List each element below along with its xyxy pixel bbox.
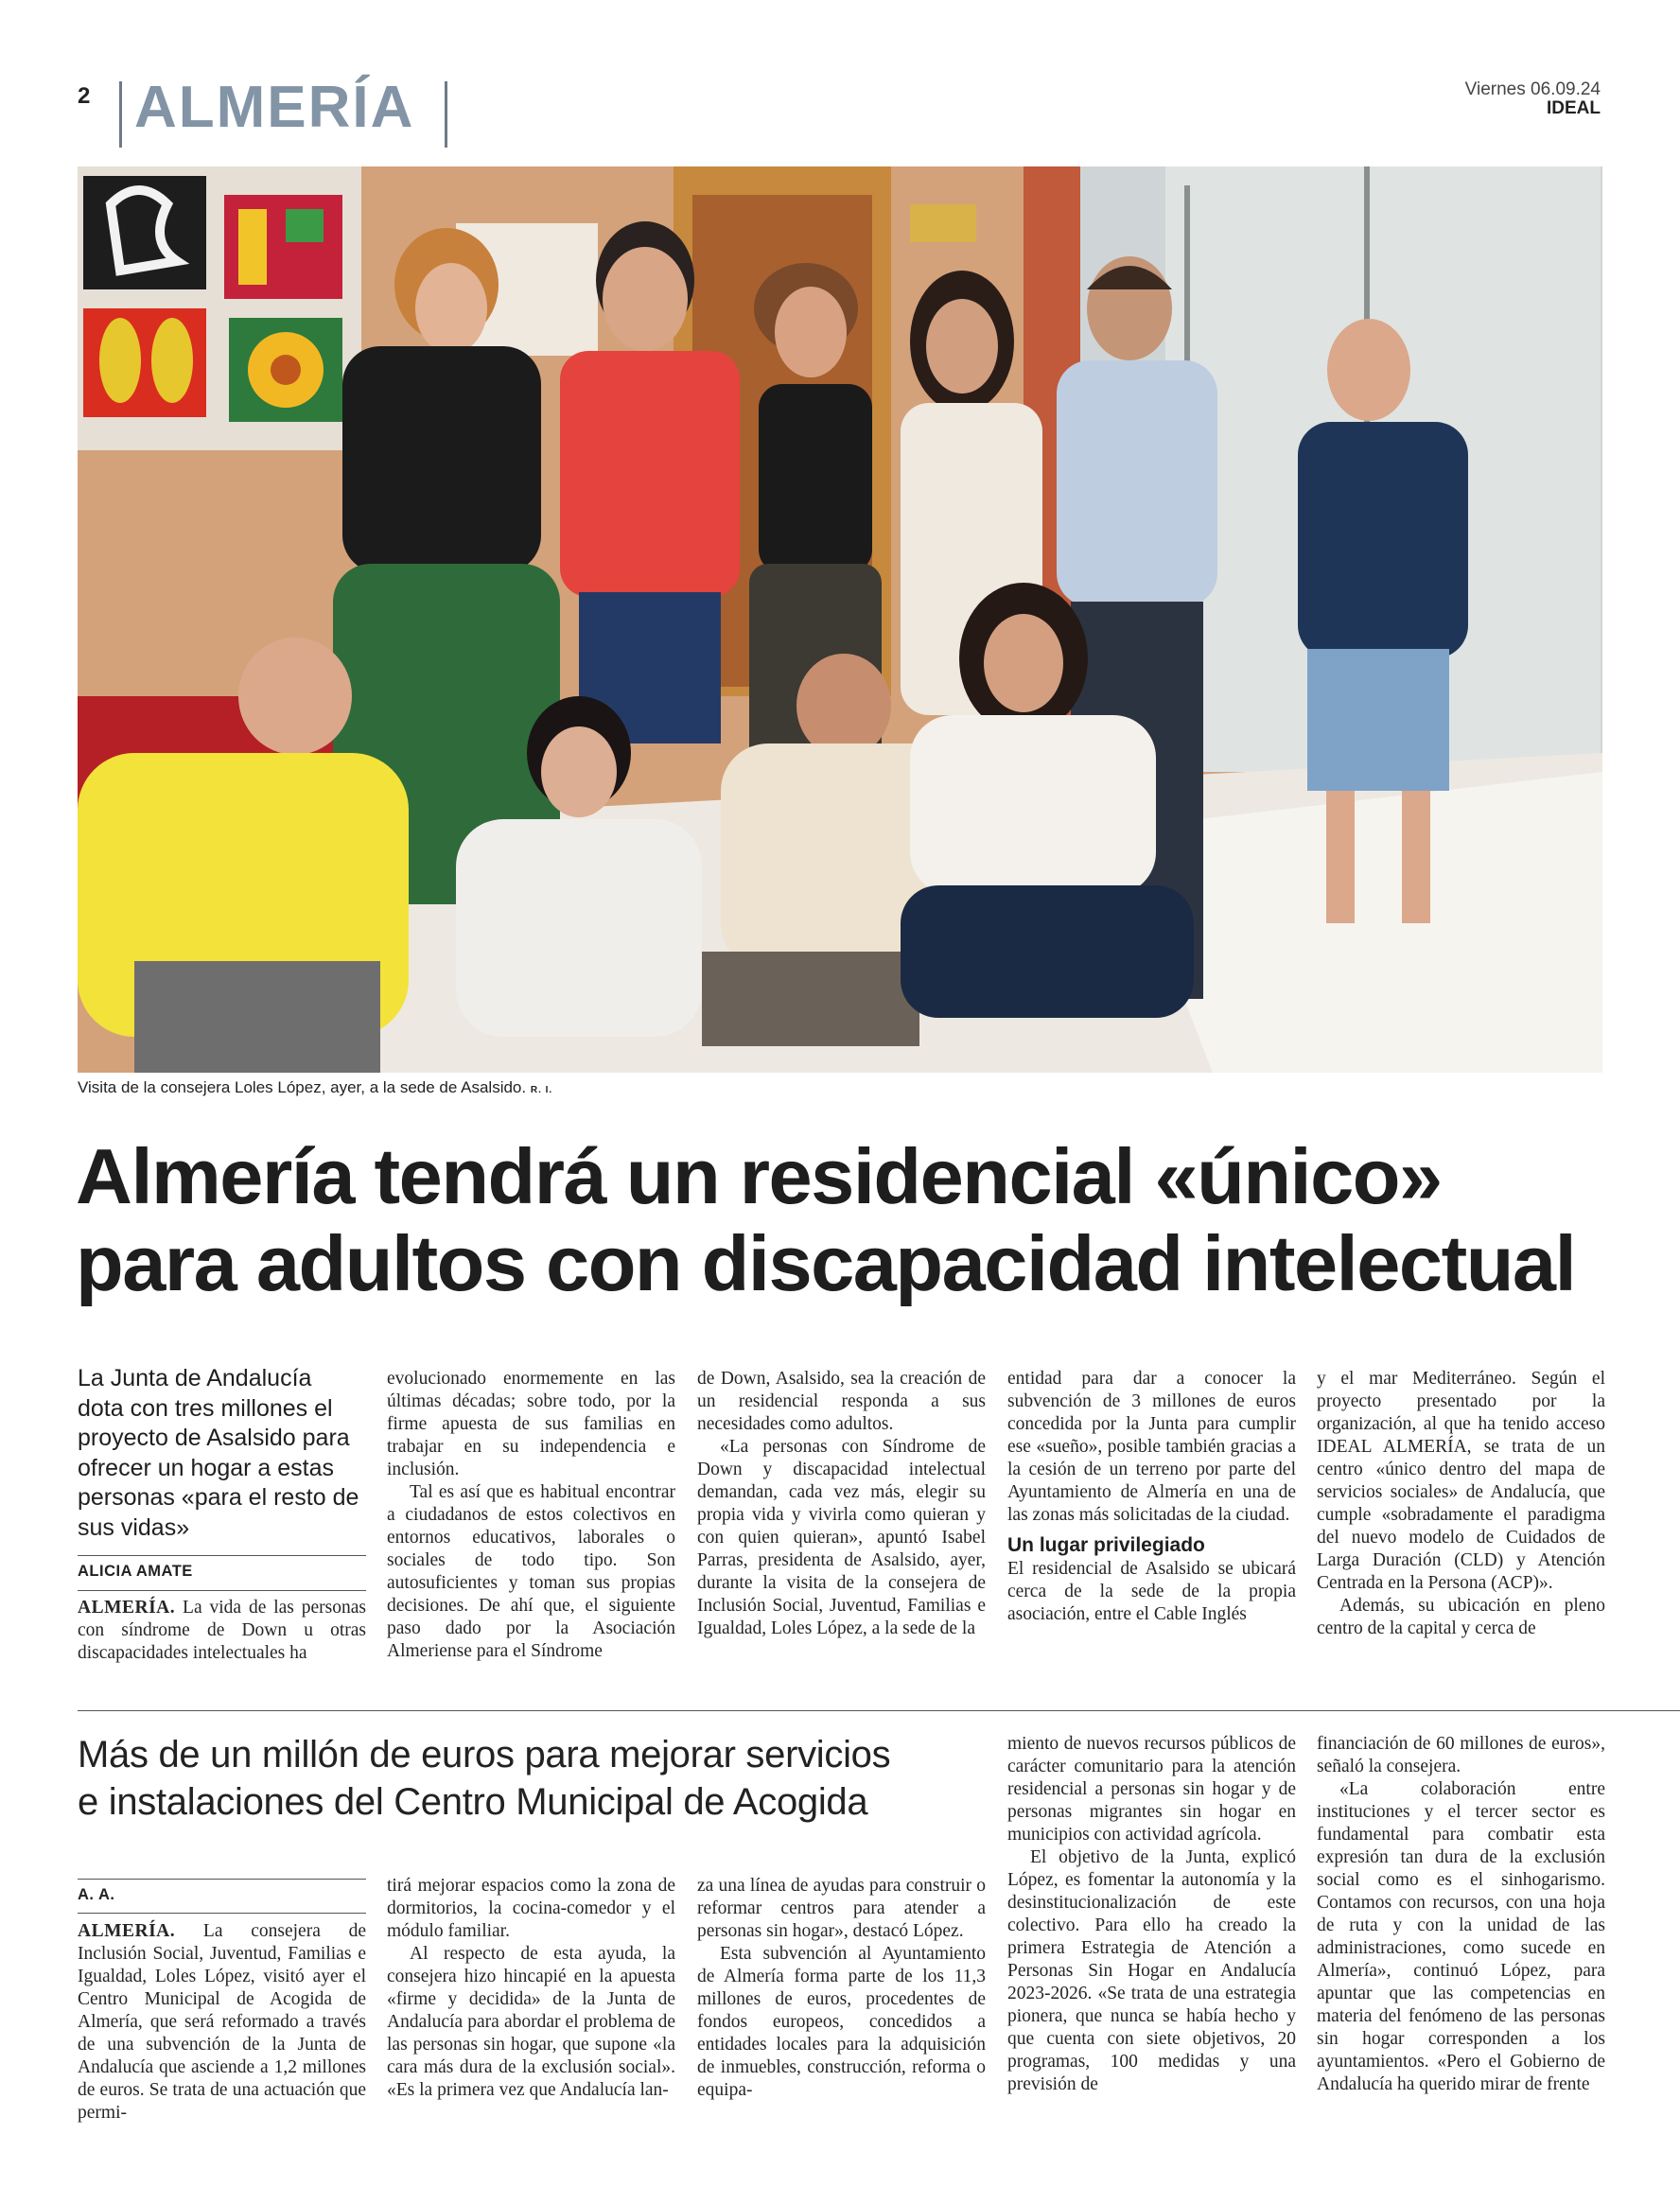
issue-date: Viernes 06.09.24	[1464, 79, 1601, 99]
article-column-1	[78, 1597, 366, 1665]
secondary-column-1	[78, 1920, 366, 2125]
section-separator	[78, 1710, 1680, 1711]
secondary-headline-line-1: Más de un millón de euros para mejorar servicios	[78, 1734, 891, 1775]
paragraph: «La colaboración entre instituciones y el tercer sector es fundamental para combatir esta expresión tan dura de la exclusión social como es el sinhogarismo. Contamos con recursos, con una hoja de ruta y con la unidad de las administraciones, como sucede en Almería», continuó López, para apuntar que las competencias en materia del fenómeno de las personas sin hogar corresponden a los ayuntamientos. «Pero el Gobierno de Andalucía ha querido mirar de frente	[1317, 1779, 1605, 2094]
paragraph: ALMERÍA. La vida de las personas con síndrome de Down u otras discapacidades intelectuales ha	[78, 1598, 367, 1663]
header-divider-left	[119, 81, 122, 148]
paragraph: financiación de 60 millones de euros», señaló la consejera.	[1317, 1734, 1605, 1776]
byline-rule	[78, 1879, 366, 1880]
photo-caption	[78, 1078, 552, 1097]
article-column-2	[387, 1368, 675, 1663]
paragraph: de Down, Asalsido, sea la creación de un residencial responda a sus necesidades como adultos.	[697, 1369, 986, 1434]
byline: ALICIA AMATE	[78, 1563, 193, 1580]
article-lead: La Junta de Andalucía dota con tres millones el proyecto de Asalsido para ofrecer un hogar a estas personas «para el resto de sus vidas»	[78, 1365, 359, 1541]
byline-rule	[78, 1555, 366, 1556]
paragraph: Además, su ubicación en pleno centro de la capital y cerca de	[1317, 1596, 1605, 1638]
paragraph: Tal es así que es habitual encontrar a ciudadanos de estos colectivos en entornos educativos, laborales o sociales de todo tipo. Son autosuficientes y toman sus propias decisiones. De ahí que, el siguiente paso dado por la Asociación Almeriense para el Síndrome	[387, 1482, 675, 1661]
caption-text: Visita de la consejera Loles López, ayer, a la sede de Asalsido.	[78, 1078, 527, 1096]
paragraph: El residencial de Asalsido se ubicará cerca de la sede de la propia asociación, entre el Cable Inglés	[1007, 1559, 1296, 1624]
paragraph: miento de nuevos recursos públicos de carácter comunitario para la atención residencial a personas sin hogar y de personas migrantes sin hogar en municipios con actividad agrícola.	[1007, 1734, 1296, 1845]
headline-line-1: Almería tendrá un residencial «único»	[76, 1132, 1442, 1220]
paragraph: Esta subvención al Ayuntamiento de Almería forma parte de los 11,3 millones de euros, procedentes de fondos europeos, concedidos a entidades locales para la adquisición de inmuebles, construcción, reforma o equipa-	[697, 1944, 986, 2100]
photo-credit: R. I.	[530, 1085, 553, 1095]
secondary-column-2	[387, 1875, 675, 2102]
secondary-column-3	[697, 1875, 986, 2102]
paragraph: entidad para dar a conocer la subvención de 3 millones de euros concedida por la Junta para cumplir ese «sueño», posible también gracias a la cesión de un terreno por parte del Ayuntamiento de Almería en una de las zonas más solicitadas de la ciudad.	[1007, 1369, 1296, 1525]
paragraph: y el mar Mediterráneo. Según el proyecto presentado por la organización, al que ha tenido acceso IDEAL ALMERÍA, se trata de un centro «único dentro del mapa de servicios sociales» de Andalucía, que cumple «sobradamente el paradigma del nuevo modelo de Cuidados de Larga Duración (CLD) y Atención Centrada en la Persona (ACP)».	[1317, 1369, 1605, 1593]
article-column-4	[1007, 1368, 1296, 1626]
header-divider-right	[445, 81, 447, 148]
secondary-byline: A. A.	[78, 1886, 115, 1903]
paragraph: Al respecto de esta ayuda, la consejera hizo hincapié en la apuesta «firme y decidida» de la Junta de Andalucía para abordar el problema de las personas sin hogar, que supone «la cara más dura de la exclusión social». «Es la primera vez que Andalucía lan-	[387, 1944, 675, 2100]
article-subhead: Un lugar privilegiado	[1007, 1534, 1205, 1556]
article-column-5	[1317, 1368, 1605, 1640]
dateline-city: ALMERÍA.	[78, 1598, 176, 1618]
main-headline	[76, 1133, 1608, 1307]
paragraph: evolucionado enormemente en las últimas décadas; sobre todo, por la firme apuesta de sus familias en trabajar en su independencia e inclusión.	[387, 1369, 675, 1479]
secondary-column-5	[1317, 1733, 1605, 2096]
paragraph: El objetivo de la Junta, explicó López, es fomentar la autonomía y la desinstitucionalización de este colectivo. Para ello ha creado la primera Estrategia de Atención a Personas Sin Hogar en Andalucía 2023-2026. «Se trata de una estrategia pionera, que nunca se había hecho y que cuenta con siete objetivos, 20 programas, 100 medidas y una previsión de	[1007, 1847, 1296, 2094]
article-column-3	[697, 1368, 986, 1640]
dateline-city: ALMERÍA.	[78, 1921, 176, 1941]
byline-rule-bottom	[78, 1590, 366, 1591]
headline-line-2: para adultos con discapacidad intelectual	[76, 1219, 1576, 1307]
paragraph: tirá mejorar espacios como la zona de dormitorios, la cocina-comedor y el módulo familiar.	[387, 1876, 675, 1941]
page-number: 2	[78, 83, 91, 109]
byline-rule-bottom	[78, 1913, 366, 1914]
section-title: ALMERÍA	[134, 75, 415, 140]
secondary-headline	[78, 1731, 1005, 1826]
paragraph: ALMERÍA. La consejera de Inclusión Social, Juventud, Familias e Igualdad, Loles López, visitó ayer el Centro Municipal de Acogida de Almería, que será reformado a través de una subvención de la Junta de Andalucía que asciende a 1,2 millones de euros. Se trata de una actuación que permi-	[78, 1921, 367, 2123]
news-photo	[78, 166, 1602, 1073]
secondary-headline-line-2: e instalaciones del Centro Municipal de Acogida	[78, 1781, 868, 1823]
secondary-column-4	[1007, 1733, 1296, 2096]
paragraph: za una línea de ayudas para construir o reformar centros para atender a personas sin hogar», destacó López.	[697, 1876, 986, 1941]
paragraph: «La personas con Síndrome de Down y discapacidad intelectual demandan, cada vez más, elegir su propia vida y vivirla como quieran y con quien quieran», apuntó Isabel Parras, presidenta de Asalsido, ayer, durante la visita de la consejera de Inclusión Social, Juventud, Familias e Igualdad, Loles López, a la sede de la	[697, 1437, 986, 1638]
newspaper-name: IDEAL	[1547, 98, 1601, 118]
